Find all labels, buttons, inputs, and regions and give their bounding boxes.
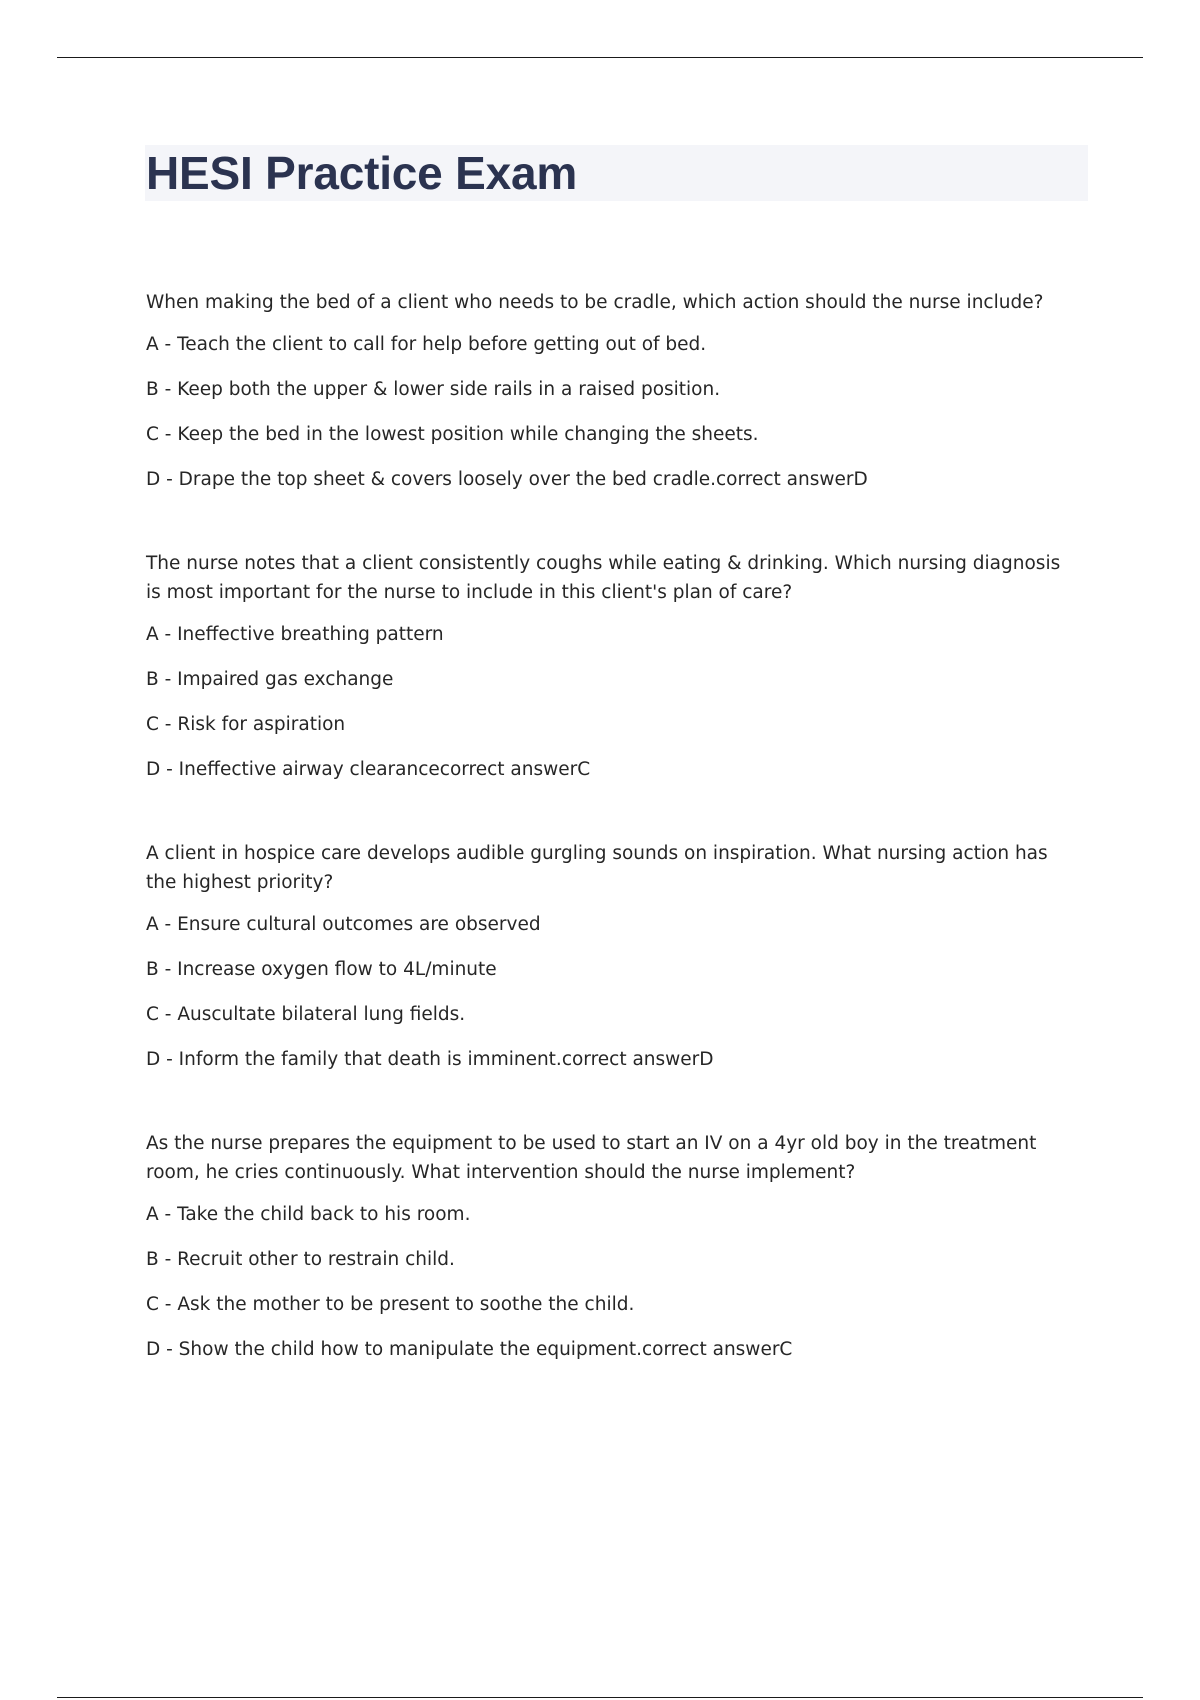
question-text: When making the bed of a client who needs to be cradle, which action should the nurse include? — [146, 292, 1044, 313]
page-title: HESI Practice Exam — [146, 147, 578, 199]
option-c: C - Risk for aspiration — [146, 714, 346, 735]
option-c: C - Auscultate bilateral lung fields. — [146, 1004, 466, 1025]
question-text: As the nurse prepares the equipment to be used to start an IV on a 4yr old boy in the treatment room, he cries continuously. What intervention should the nurse implement? — [146, 1133, 1037, 1183]
option-d: D - Inform the family that death is imminent.correct answerD — [146, 1049, 714, 1070]
option-a: A - Teach the client to call for help before getting out of bed. — [146, 334, 707, 355]
option-d: D - Ineffective airway clearancecorrect answerC — [146, 759, 591, 780]
option-c: C - Ask the mother to be present to soothe the child. — [146, 1294, 635, 1315]
option-a: A - Take the child back to his room. — [146, 1204, 471, 1225]
option-c: C - Keep the bed in the lowest position while changing the sheets. — [146, 424, 759, 445]
bottom-rule — [57, 1697, 1143, 1698]
option-b: B - Recruit other to restrain child. — [146, 1249, 455, 1270]
question-block-3 — [146, 839, 1076, 1074]
option-a: A - Ensure cultural outcomes are observed — [146, 914, 541, 935]
question-text: The nurse notes that a client consistently coughs while eating & drinking. Which nursing diagnosis is most important for the nurse to include in this client's plan of care? — [146, 553, 1061, 603]
question-list — [146, 288, 1076, 1419]
option-b: B - Impaired gas exchange — [146, 669, 394, 690]
option-a: A - Ineffective breathing pattern — [146, 624, 444, 645]
question-block-1 — [146, 288, 1076, 494]
option-b: B - Keep both the upper & lower side rails in a raised position. — [146, 379, 721, 400]
question-block-2 — [146, 549, 1076, 784]
option-d: D - Show the child how to manipulate the equipment.correct answerC — [146, 1339, 793, 1360]
option-b: B - Increase oxygen flow to 4L/minute — [146, 959, 497, 980]
top-rule — [57, 57, 1143, 58]
question-text: A client in hospice care develops audible gurgling sounds on inspiration. What nursing action has the highest priority? — [146, 843, 1048, 893]
option-d: D - Drape the top sheet & covers loosely over the bed cradle.correct answerD — [146, 469, 868, 490]
question-block-4 — [146, 1129, 1076, 1364]
